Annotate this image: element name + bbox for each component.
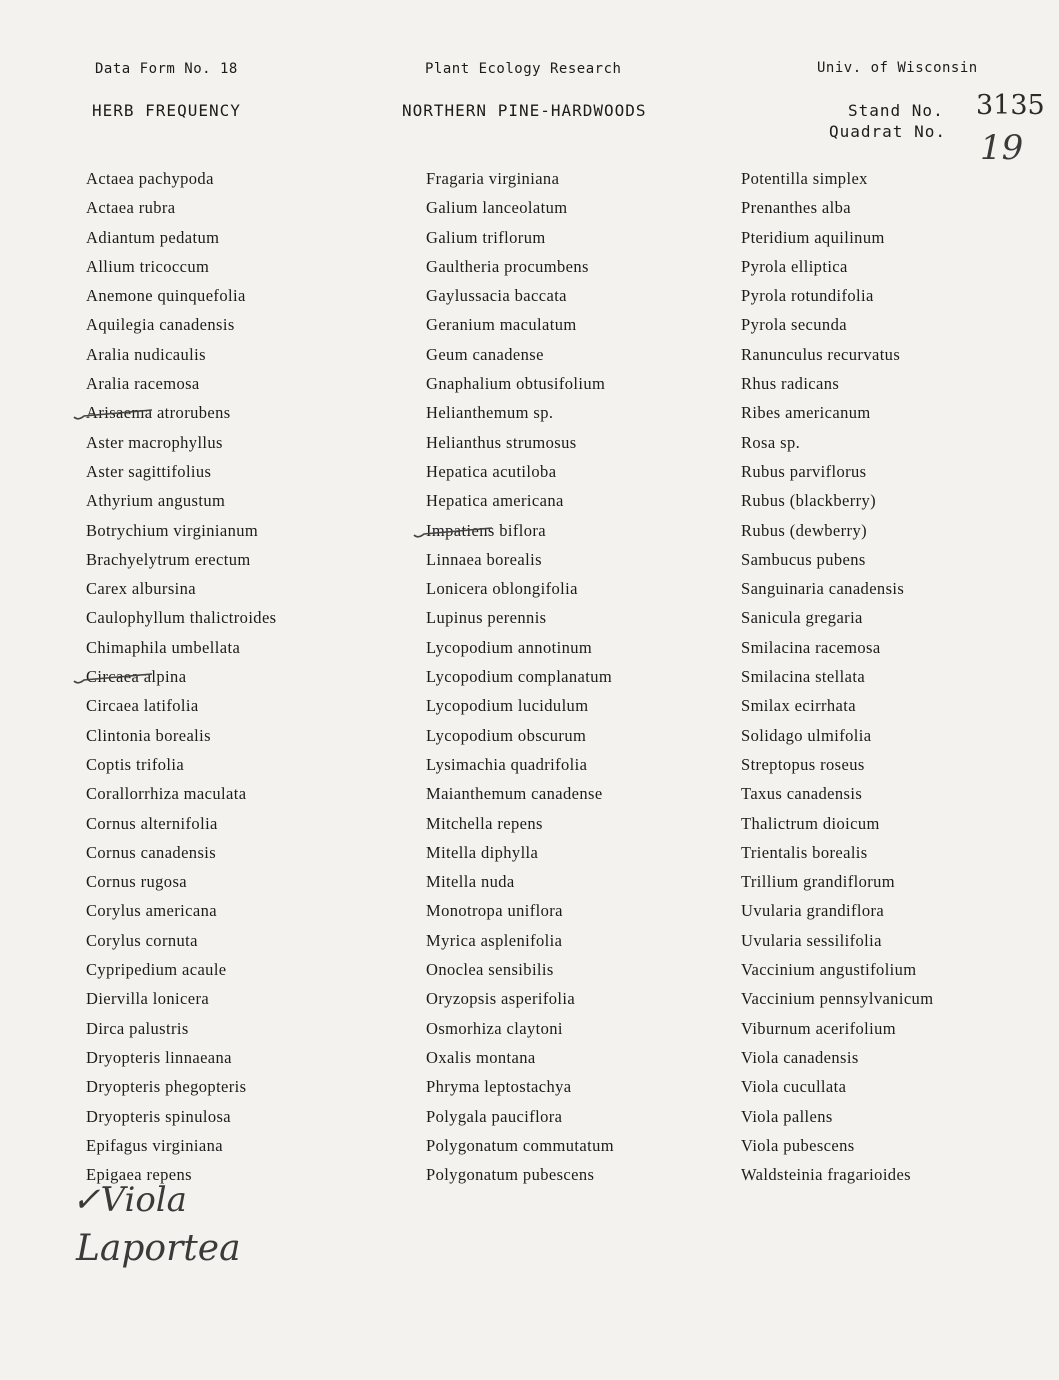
species-item: Coptis trifolia: [86, 754, 185, 774]
species-item: Onoclea sensibilis: [426, 960, 554, 980]
species-item: Oryzopsis asperifolia: [426, 989, 576, 1009]
species-item: Polygonatum commutatum: [426, 1135, 614, 1155]
quadrat-label: Quadrat No.: [829, 122, 946, 141]
species-item: Galium triflorum: [426, 227, 546, 247]
species-item: Lysimachia quadrifolia: [426, 754, 588, 774]
species-item: Aquilegia canadensis: [86, 315, 235, 335]
species-item: Cornus rugosa: [86, 872, 187, 892]
species-item: Corallorrhiza maculata: [86, 784, 247, 804]
species-item: Caulophyllum thalictroides: [86, 608, 277, 628]
species-item: Lycopodium annotinum: [426, 637, 593, 657]
species-item: Myrica asplenifolia: [426, 930, 563, 950]
quadrat-number-handwritten: 19: [980, 128, 1024, 168]
species-item: Galium lanceolatum: [426, 198, 568, 218]
check-mark-icon: [72, 672, 162, 686]
species-item: Rubus (dewberry): [741, 520, 867, 540]
species-item: Helianthus strumosus: [426, 432, 577, 452]
species-item: Streptopus roseus: [741, 754, 865, 774]
species-item: Oxalis montana: [426, 1047, 536, 1067]
species-item: Polygonatum pubescens: [426, 1165, 595, 1185]
species-item: Mitchella repens: [426, 813, 543, 833]
species-item: Maianthemum canadense: [426, 784, 603, 804]
species-item: Hepatica acutiloba: [426, 461, 557, 481]
species-item: Solidago ulmifolia: [741, 725, 872, 745]
stand-label: Stand No.: [848, 101, 944, 120]
species-item: Aralia nudicaulis: [86, 344, 206, 364]
species-item: Carex albursina: [86, 579, 197, 599]
species-item: Sambucus pubens: [741, 549, 866, 569]
species-item: Prenanthes alba: [741, 198, 852, 218]
species-item: Viola pallens: [741, 1106, 833, 1126]
species-column-3: [741, 164, 933, 1189]
species-item: Ranunculus recurvatus: [741, 344, 901, 364]
species-item: Cornus alternifolia: [86, 813, 218, 833]
university: Univ. of Wisconsin: [817, 60, 978, 76]
species-item: Cornus canadensis: [86, 842, 217, 862]
species-item: Uvularia grandiflora: [741, 901, 885, 921]
species-item: Sanguinaria canadensis: [741, 579, 905, 599]
species-item: Potentilla simplex: [741, 169, 868, 188]
species-item: Rubus (blackberry): [741, 491, 877, 511]
organization: Plant Ecology Research: [425, 61, 622, 77]
species-item: Phryma leptostachya: [426, 1077, 572, 1097]
species-item: Fragaria virginiana: [426, 169, 560, 188]
species-item: Actaea rubra: [86, 198, 176, 218]
species-item: Lonicera oblongifolia: [426, 579, 578, 599]
species-item: Dryopteris spinulosa: [86, 1106, 232, 1126]
species-item: Clintonia borealis: [86, 725, 211, 745]
species-item: Circaea alpina: [86, 662, 277, 691]
species-item: Viburnum acerifolium: [741, 1018, 897, 1038]
species-item: Corylus americana: [86, 901, 217, 921]
species-item: Botrychium virginianum: [86, 520, 259, 540]
species-item: Lycopodium lucidulum: [426, 696, 589, 716]
species-item: Pteridium aquilinum: [741, 227, 885, 247]
check-mark-icon: ✓: [72, 1180, 101, 1220]
species-item: Dirca palustris: [86, 1018, 189, 1038]
species-item: Rubus parviflorus: [741, 461, 867, 481]
species-item: Smilax ecirrhata: [741, 696, 856, 716]
form-title: HERB FREQUENCY: [92, 101, 241, 120]
species-item: Pyrola elliptica: [741, 256, 848, 276]
species-item: Chimaphila umbellata: [86, 637, 241, 657]
species-item: Dryopteris phegopteris: [86, 1077, 247, 1097]
species-item: Vaccinium pennsylvanicum: [741, 989, 934, 1009]
species-item: Epifagus virginiana: [86, 1135, 223, 1155]
community-title: NORTHERN PINE-HARDWOODS: [402, 101, 647, 120]
species-item: Adiantum pedatum: [86, 227, 220, 247]
species-item: Lycopodium obscurum: [426, 725, 587, 745]
species-item: Monotropa uniflora: [426, 901, 563, 921]
species-item: Viola cucullata: [741, 1077, 847, 1097]
species-item: Pyrola secunda: [741, 315, 847, 335]
species-item: Corylus cornuta: [86, 930, 198, 950]
species-item: Cypripedium acaule: [86, 960, 227, 980]
species-item: Waldsteinia fragarioides: [741, 1165, 911, 1185]
species-item: Trientalis borealis: [741, 842, 868, 862]
species-item: Gnaphalium obtusifolium: [426, 374, 606, 394]
species-item: Viola canadensis: [741, 1047, 859, 1067]
species-item: Lupinus perennis: [426, 608, 547, 628]
species-item: Arisaema atrorubens: [86, 398, 277, 427]
species-item: Osmorhiza claytoni: [426, 1018, 563, 1038]
species-item: Ribes americanum: [741, 403, 871, 423]
species-item: Viola pubescens: [741, 1135, 855, 1155]
species-item: Pyrola rotundifolia: [741, 286, 874, 306]
species-item: Gaylussacia baccata: [426, 286, 567, 306]
species-item: Mitella diphylla: [426, 842, 539, 862]
species-item: Brachyelytrum erectum: [86, 549, 251, 569]
species-item: Diervilla lonicera: [86, 989, 210, 1009]
check-mark-icon: [72, 408, 162, 422]
species-item: Rhus radicans: [741, 374, 840, 394]
species-item: Trillium grandiflorum: [741, 872, 895, 892]
species-item: Geum canadense: [426, 344, 544, 364]
species-item: Linnaea borealis: [426, 549, 542, 569]
species-item: Helianthemum sp.: [426, 403, 554, 423]
species-item: Rosa sp.: [741, 432, 801, 452]
form-number: Data Form No. 18: [95, 61, 238, 77]
species-item: Impatiens biflora: [426, 516, 614, 545]
stand-number-handwritten: 3135: [976, 90, 1045, 121]
species-item: Geranium maculatum: [426, 315, 577, 335]
species-item: Smilacina racemosa: [741, 637, 881, 657]
species-item: Hepatica americana: [426, 491, 564, 511]
species-item: Aster macrophyllus: [86, 432, 223, 452]
species-item: Sanicula gregaria: [741, 608, 863, 628]
species-item: Actaea pachypoda: [86, 169, 214, 188]
handwritten-note-viola: [72, 1180, 187, 1220]
handwritten-note-laportea: Laportea: [76, 1228, 241, 1269]
species-column-2: [426, 164, 614, 1189]
species-column-1: [86, 164, 277, 1189]
species-item: Dryopteris linnaeana: [86, 1047, 232, 1067]
species-item: Anemone quinquefolia: [86, 286, 246, 306]
species-item: Taxus canadensis: [741, 784, 863, 804]
handwritten-viola-text: Viola: [100, 1180, 187, 1220]
check-mark-icon: [412, 526, 502, 540]
species-item: Circaea latifolia: [86, 696, 199, 716]
species-item: Vaccinium angustifolium: [741, 960, 917, 980]
species-item: Gaultheria procumbens: [426, 256, 589, 276]
species-item: Aralia racemosa: [86, 374, 200, 394]
species-item: Epigaea repens: [86, 1165, 192, 1185]
species-item: Athyrium angustum: [86, 491, 226, 511]
species-item: Uvularia sessilifolia: [741, 930, 882, 950]
species-item: Polygala pauciflora: [426, 1106, 563, 1126]
species-item: Thalictrum dioicum: [741, 813, 880, 833]
species-item: Lycopodium complanatum: [426, 667, 613, 687]
species-item: Mitella nuda: [426, 872, 515, 892]
species-item: Aster sagittifolius: [86, 461, 212, 481]
species-item: Allium tricoccum: [86, 256, 210, 276]
species-item: Smilacina stellata: [741, 667, 866, 687]
